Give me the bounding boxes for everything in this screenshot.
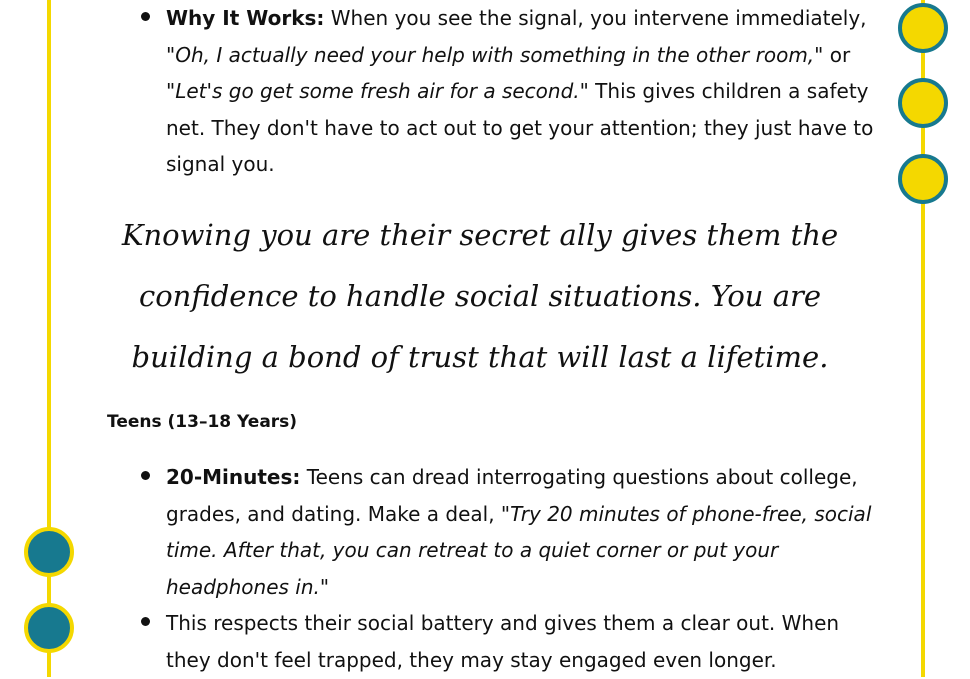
decorative-dot [24, 527, 74, 577]
why-it-works-list [166, 0, 878, 183]
decorative-dot [898, 3, 948, 53]
why-it-works-quote: "Oh, I actually need your help with something in the other room," [166, 42, 824, 67]
why-it-works-label: Why It Works: [166, 6, 325, 30]
decorative-dot [898, 78, 948, 128]
why-it-works-text: or [823, 42, 851, 67]
teens-heading: Teens (13–18 Years) [107, 412, 298, 432]
teens-item-label: 20-Minutes: [166, 465, 301, 489]
why-it-works-text: When you see the signal, you intervene immediately, [324, 6, 867, 30]
why-it-works-item [166, 0, 878, 183]
teens-item-quote: "Try 20 minutes of phone-free, social time. After that, you can retreat to a quiet corner or put your headphones in." [166, 501, 872, 599]
teens-list [166, 459, 878, 679]
why-it-works-quote: "Let's go get some fresh air for a second." [166, 79, 589, 104]
pull-quote: Knowing you are their secret ally gives them the confidence to handle social situations. You are building a bond of trust that will last a lifetime. [121, 218, 839, 374]
teens-item-text: Teens can dread interrogating questions about college, grades, and dating. Make a deal, [166, 465, 858, 526]
teens-item-20-minutes [166, 459, 878, 605]
teens-item-text: This respects their social battery and gives them a clear out. When they don't feel trapped, they may stay engaged even longer. [166, 611, 840, 672]
decorative-dot [898, 154, 948, 204]
teens-item-respect [166, 605, 878, 678]
why-it-works-text: This gives children a safety net. They don't have to act out to get your attention; they just have to signal you. [166, 79, 874, 177]
decorative-dot [24, 603, 74, 653]
